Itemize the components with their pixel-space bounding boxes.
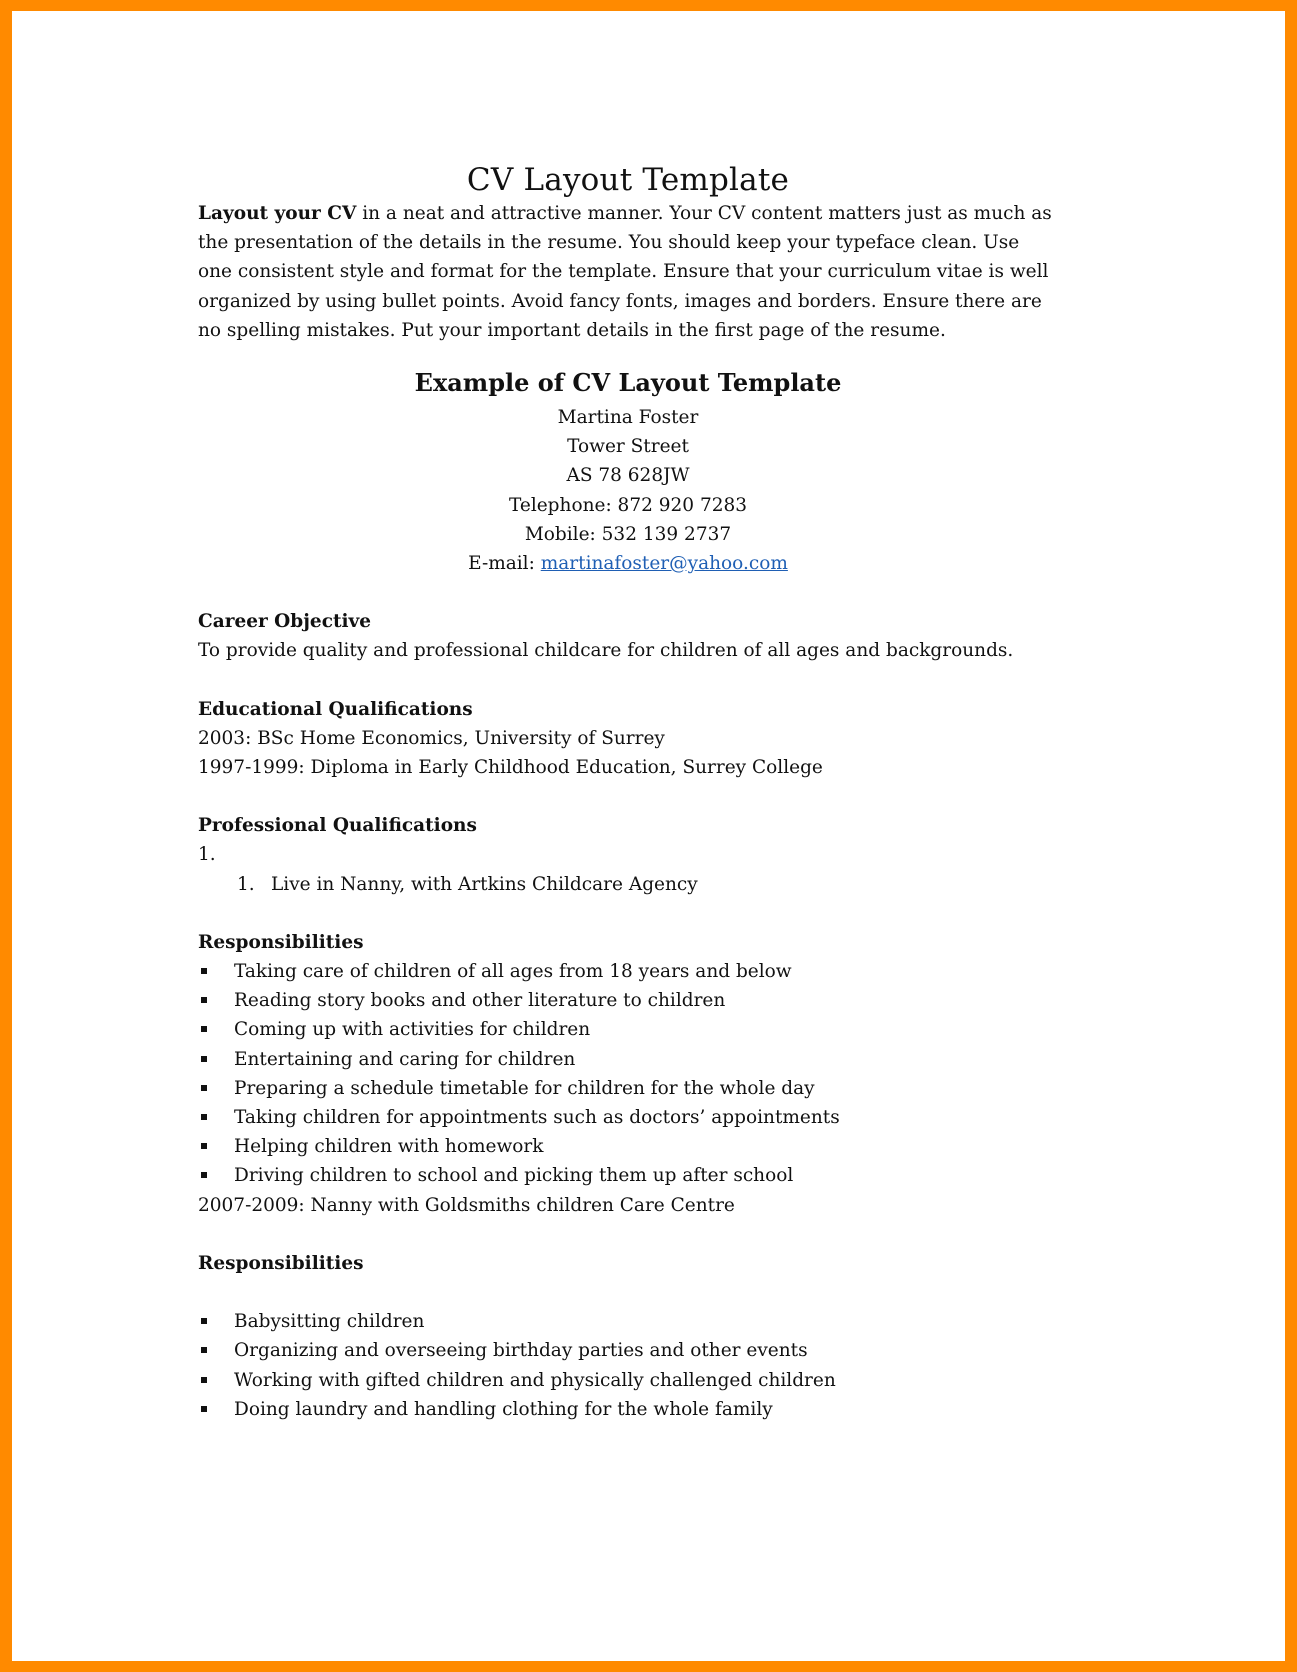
square-bullet-icon bbox=[198, 1045, 234, 1074]
list-item bbox=[198, 1336, 1058, 1365]
list-item bbox=[198, 1395, 1058, 1424]
intro-bold-lead: Layout your CV bbox=[198, 203, 357, 224]
responsibilities-heading-2: Responsibilities bbox=[198, 1252, 364, 1274]
example-title: Example of CV Layout Template bbox=[414, 368, 842, 398]
list-item-text: Entertaining and caring for children bbox=[234, 1048, 576, 1070]
square-bullet-icon bbox=[198, 986, 234, 1015]
page-title: CV Layout Template bbox=[466, 162, 790, 198]
list-item bbox=[198, 1015, 1058, 1044]
contact-name: Martina Foster bbox=[557, 407, 699, 429]
list-item-text: Taking care of children of all ages from 18 years and below bbox=[234, 961, 792, 983]
square-bullet-icon bbox=[198, 1307, 234, 1336]
contact-telephone: Telephone: 872 920 7283 bbox=[508, 494, 748, 516]
email-label: E-mail: bbox=[468, 553, 541, 575]
numbered-list-outer-number: 1. bbox=[198, 844, 216, 866]
list-item-text: Working with gifted children and physically challenged children bbox=[234, 1369, 836, 1391]
square-bullet-icon bbox=[198, 1103, 234, 1132]
contact-postcode: AS 78 628JW bbox=[566, 465, 690, 487]
list-item-text: Reading story books and other literature to children bbox=[234, 990, 726, 1012]
document-page bbox=[12, 11, 1285, 1661]
inner-number: 1. bbox=[237, 873, 255, 895]
intro-text: in a neat and attractive manner. Your CV content matters just as much as the presentation of the details in the resume. You should keep your typeface clean. Use one consistent style and format for the template. Ensure that your curriculum vitae is well organized by using bullet points. Avoid fancy fonts, images and borders. Ensure there are no spelling mistakes. Put your important details in the first page of the resume. bbox=[198, 203, 1052, 341]
square-bullet-icon bbox=[198, 1161, 234, 1190]
education-item: 2003: BSc Home Economics, University of Surrey bbox=[198, 727, 665, 749]
list-item-text: Doing laundry and handling clothing for the whole family bbox=[234, 1398, 773, 1420]
square-bullet-icon bbox=[198, 1366, 234, 1395]
education-heading: Educational Qualifications bbox=[198, 698, 473, 720]
list-item bbox=[198, 1103, 1058, 1132]
list-item bbox=[198, 1132, 1058, 1161]
list-item-text: Taking children for appointments such as doctors’ appointments bbox=[234, 1107, 840, 1129]
list-item-text: Coming up with activities for children bbox=[234, 1019, 591, 1041]
list-item bbox=[198, 1074, 1058, 1103]
responsibilities-heading-1: Responsibilities bbox=[198, 931, 364, 953]
contact-email-line bbox=[198, 549, 1058, 578]
professional-heading: Professional Qualifications bbox=[198, 815, 477, 837]
square-bullet-icon bbox=[198, 957, 234, 986]
square-bullet-icon bbox=[198, 1395, 234, 1424]
square-bullet-icon bbox=[198, 1336, 234, 1365]
contact-street: Tower Street bbox=[567, 436, 689, 458]
list-item-text: Babysitting children bbox=[234, 1311, 425, 1333]
responsibilities-list-1 bbox=[198, 957, 1058, 1191]
list-item bbox=[198, 1161, 1058, 1190]
intro-paragraph bbox=[198, 199, 1058, 345]
list-item bbox=[198, 1366, 1058, 1395]
contact-mobile: Mobile: 532 139 2737 bbox=[524, 523, 732, 545]
numbered-list-inner-item bbox=[198, 870, 1058, 899]
email-link[interactable]: martinafoster@yahoo.com bbox=[540, 553, 788, 575]
career-objective-text: To provide quality and professional childcare for children of all ages and backgrounds. bbox=[198, 640, 1014, 662]
list-item bbox=[198, 1045, 1058, 1074]
square-bullet-icon bbox=[198, 1132, 234, 1161]
career-objective-heading: Career Objective bbox=[198, 611, 372, 633]
list-item bbox=[198, 1307, 1058, 1336]
list-item bbox=[198, 957, 1058, 986]
responsibilities-list-2 bbox=[198, 1307, 1058, 1424]
list-item-text: Driving children to school and picking them up after school bbox=[234, 1165, 794, 1187]
document-content bbox=[198, 161, 1058, 1424]
education-item: 1997-1999: Diploma in Early Childhood Education, Surrey College bbox=[198, 757, 823, 779]
square-bullet-icon bbox=[198, 1074, 234, 1103]
job-line: 2007-2009: Nanny with Goldsmiths children Care Centre bbox=[198, 1194, 735, 1216]
inner-item-text: Live in Nanny, with Artkins Childcare Agency bbox=[271, 873, 698, 895]
list-item-text: Organizing and overseeing birthday parties and other events bbox=[234, 1340, 808, 1362]
spacer bbox=[198, 1278, 1058, 1307]
list-item bbox=[198, 986, 1058, 1015]
square-bullet-icon bbox=[198, 1015, 234, 1044]
list-item-text: Preparing a schedule timetable for children for the whole day bbox=[234, 1077, 815, 1099]
list-item-text: Helping children with homework bbox=[234, 1136, 544, 1158]
